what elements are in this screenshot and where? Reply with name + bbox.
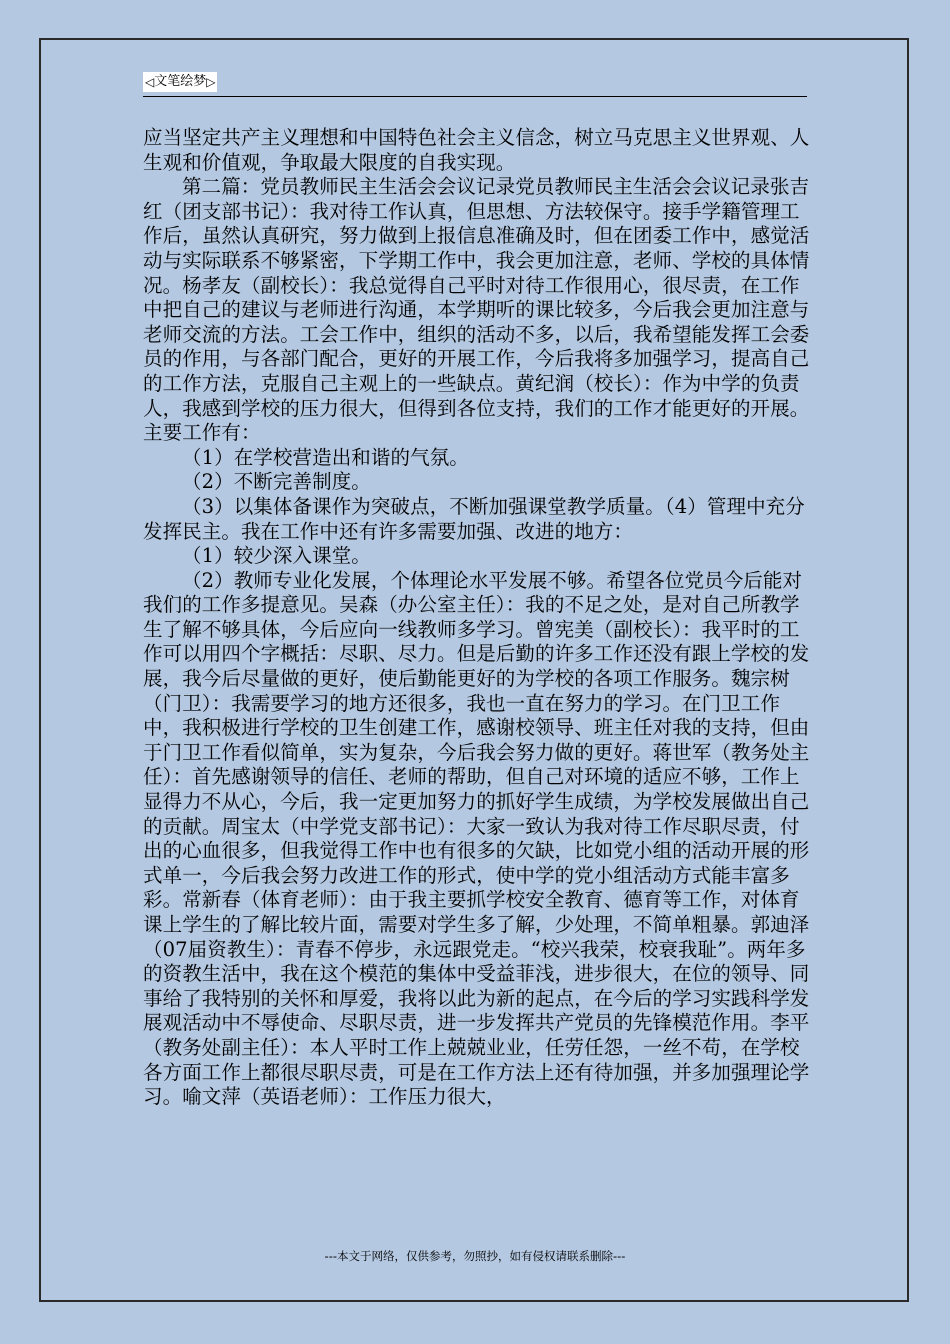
paragraph: （2）教师专业化发展，个体理论水平发展不够。希望各位党员今后能对我们的工作多提意见。吴森（办公室主任）：我的不足之处，是对自己所教学生了解不够具体，今后应向一线教师多学习。曾宪美（副校长）：我平时的工作可以用四个字概括：尽职、尽力。但是后勤的许多工作还没有跟上学校的发展，我今后尽量做的更好，使后勤能更好的为学校的各项工作服务。魏宗树（门卫）：我需要学习的地方还很多，我也一直在努力的学习。在门卫工作中，我积极进行学校的卫生创建工作，感谢校领导、班主任对我的支持，但由于门卫工作看似简单，实为复杂，今后我会努力做的更好。蒋世军（教务处主任）：首先感谢领导的信任、老师的帮助，但自己对环境的适应不够，工作上显得力不从心，今后，我一定更加努力的抓好学生成绩，为学校发展做出自己的贡献。周宝太（中学党支部书记）：大家一致认为我对待工作尽职尽责，付出的心血很多，但我觉得工作中也有很多的欠缺，比如党小组的活动开展的形式单一，今后我会努力改进工作的形式，使中学的党小组活动方式能丰富多彩。常新春（体育老师）：由于我主要抓学校安全教育、德育等工作，对体育课上学生的了解比较片面，需要对学生多了解，少处理，不简单粗暴。郭迪泽（07届资教生）：青春不停步，永远跟党走。“校兴我荣，校衰我耻”。两年多的资教生活中，我在这个模范的集体中受益菲浅，进步很大，在位的领导、同事给了我特别的关怀和厚爱，我将以此为新的起点，在今后的学习实践科学发展观活动中不辱使命、尽职尽责，进一步发挥共产党员的先锋模范作用。李平（教务处副主任）：本人平时工作上兢兢业业，任劳任怨，一丝不苟，在学校各方面工作上都很尽职尽责，可是在工作方法上还有待加强，并多加强理论学习。喻文萍（英语老师）：工作压力很大， (143, 568, 810, 1109)
paragraph: （3）以集体备课作为突破点，不断加强课堂教学质量。（4）管理中充分发挥民主。我在工作中还有许多需要加强、改进的地方： (143, 494, 805, 543)
header-divider (143, 96, 807, 97)
right-triangle-icon: ▷ (206, 75, 216, 89)
footer-disclaimer: ---本文于网络，仅供参考，勿照抄，如有侵权请联系删除--- (324, 1249, 626, 1263)
left-triangle-icon: ◁ (145, 75, 155, 89)
header-logo (143, 72, 217, 92)
document-body (143, 126, 819, 1110)
paragraph: （1）较少深入课堂。 (182, 544, 371, 568)
paragraph: 应当坚定共产主义理想和中国特色社会主义信念，树立马克思主义世界观、人生观和价值观，争取最大限度的自我实现。 (143, 126, 810, 174)
paragraph: （2）不断完善制度。 (182, 470, 371, 494)
paragraph: （1）在学校营造出和谐的气氛。 (182, 445, 469, 469)
header-title: 文笔绘梦 (154, 74, 207, 89)
paragraph: 第二篇：党员教师民主生活会会议记录党员教师民主生活会会议记录张吉红（团支部书记）：我对待工作认真，但思想、方法较保守。接手学籍管理工作后，虽然认真研究，努力做到上报信息准确及时，但在团委工作中，感觉活动与实际联系不够紧密，下学期工作中，我会更加注意，老师、学校的具体情况。杨孝友（副校长）：我总觉得自己平时对待工作很用心，很尽责，在工作中把自己的建议与老师进行沟通，本学期听的课比较多，今后我会更加注意与老师交流的方法。工会工作中，组织的活动不多，以后，我希望能发挥工会委员的作用，与各部门配合，更好的开展工作，今后我将多加强学习，提高自己的工作方法，克服自己主观上的一些缺点。黄纪润（校长）：作为中学的负责人，我感到学校的压力很大，但得到各位支持，我们的工作才能更好的开展。主要工作有： (143, 175, 810, 445)
